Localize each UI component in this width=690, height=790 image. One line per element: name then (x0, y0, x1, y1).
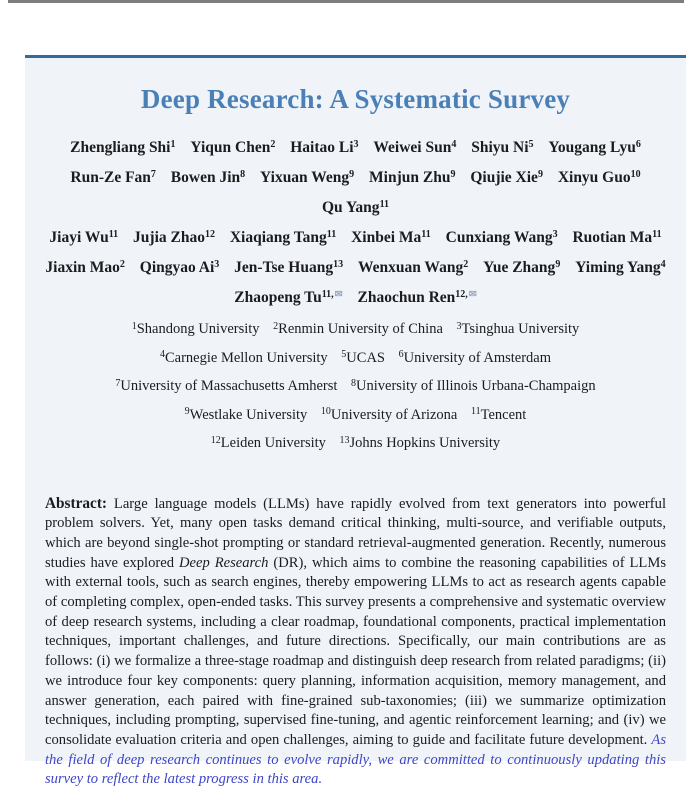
author-affil-sup: 3 (214, 259, 219, 270)
affiliation (457, 321, 580, 337)
author (558, 169, 641, 186)
author-affil-sup: 9 (349, 169, 354, 180)
author-affil-sup: 1 (171, 139, 176, 150)
affiliation (321, 407, 457, 423)
author-affil-sup: 9 (450, 169, 455, 180)
author (446, 229, 558, 246)
author-affil-sup: 10 (631, 169, 641, 180)
author-affil-sup: 7 (151, 169, 156, 180)
author-name: Run-Ze Fan (70, 169, 151, 186)
affiliation-sup: 8 (351, 378, 356, 389)
author-affil-sup: 11 (327, 229, 336, 240)
abstract-text-part2: (DR), which aims to combine the reasoning capabilities of LLMs with external tools, such as search engines, thereby empowering LLMs to act as research agents capable of completing complex, open-ended tasks. This survey presents a comprehensive and systematic overview of deep research systems, including a clear roadmap, foundational components, practical implementation techniques, important challenges, and future directions. Specifically, our main contributions are as follows: (i) we formalize a three-stage roadmap and distinguish deep research from related paradigms; (ii) we introduce four key components: query planning, information acquisition, memory management, and answer generation, each paired with fine-grained sub-taxonomies; (iii) we summarize optimization techniques, including prompting, supervised fine-tuning, and agentic reinforcement learning; and (iv) we consolidate evaluation criteria and open challenges, aiming to guide and facilitate future development. (45, 555, 666, 748)
author-affil-sup: 2 (270, 139, 275, 150)
author-name: Qingyao Ai (140, 259, 215, 276)
author (322, 199, 389, 216)
author (470, 169, 543, 186)
affiliation (185, 407, 308, 423)
author (45, 259, 125, 276)
author-name: Jen-Tse Huang (234, 259, 333, 276)
affiliation-name: Tsinghua University (462, 321, 580, 337)
author-affil-sup: 2 (120, 259, 125, 270)
author-affil-sup: 6 (636, 139, 641, 150)
affiliation (341, 350, 385, 366)
affiliation (160, 350, 328, 366)
abstract-text-part1: Large language models (LLMs) have rapidly evolved from text generators into powerful problem solvers. Yet, many open tasks demand critical thinking, multi-source, and verifiable outputs, which are beyond single-shot prompting or standard retrieval-augmented generation. Recently, numerous studies have explored (45, 496, 666, 571)
author-line-2 (25, 163, 686, 223)
author-name: Zhaochun Ren (358, 289, 456, 306)
author-affil-sup: 11 (652, 229, 661, 240)
author (483, 259, 560, 276)
author (70, 169, 156, 186)
author-name: Xiaqiang Tang (230, 229, 327, 246)
author-affil-sup: 3 (553, 229, 558, 240)
author (548, 139, 640, 156)
affiliation-sup: 10 (321, 406, 331, 417)
author-name: Jujia Zhao (133, 229, 205, 246)
author-name: Yougang Lyu (548, 139, 635, 156)
paper-title: Deep Research: A Systematic Survey (25, 84, 686, 115)
author (49, 229, 118, 246)
affiliation-name: University of Massachusetts Amherst (120, 378, 337, 394)
affiliation (471, 407, 526, 423)
author-affil-sup: 12 (205, 229, 215, 240)
affiliation-sup: 9 (185, 406, 190, 417)
author-line-4 (25, 253, 686, 283)
author-affil-sup: 5 (529, 139, 534, 150)
affiliation-block (25, 315, 686, 458)
affiliation (340, 435, 501, 451)
author-name: Yiqun Chen (190, 139, 270, 156)
author-affil-sup: 11 (109, 229, 118, 240)
affiliation (351, 378, 596, 394)
author-name: Qiujie Xie (470, 169, 538, 186)
author-affil-sup: 9 (555, 259, 560, 270)
affiliation-line-2 (25, 344, 686, 373)
affiliation (115, 378, 337, 394)
author (572, 229, 661, 246)
author (471, 139, 533, 156)
affiliation-name: Johns Hopkins University (350, 435, 501, 451)
affiliation-sup: 13 (340, 435, 350, 446)
affiliation-sup: 3 (457, 321, 462, 332)
deep-research-term: Deep Research (179, 555, 269, 571)
author-name: Wenxuan Wang (358, 259, 463, 276)
author-line-5 (25, 283, 686, 313)
affiliation-name: Westlake University (190, 407, 308, 423)
affiliation-name: University of Arizona (331, 407, 457, 423)
author (351, 229, 431, 246)
author (260, 169, 354, 186)
author (373, 139, 456, 156)
author-affil-sup: 12,✉ (455, 289, 476, 300)
author (230, 229, 336, 246)
affiliation-sup: 12 (211, 435, 221, 446)
affiliation-name: University of Illinois Urbana-Champaign (356, 378, 596, 394)
author-affil-sup: 11 (380, 199, 389, 210)
affiliation-name: University of Amsterdam (404, 350, 551, 366)
update-note: As the field of deep research continues to evolve rapidly, we are committed to continuously updating this survey to reflect the latest progress in this area. (45, 732, 666, 787)
author-affil-sup: 3 (354, 139, 359, 150)
affiliation-name: Tencent (481, 407, 527, 423)
window-top-border (8, 0, 684, 3)
author (171, 169, 245, 186)
paper-container (25, 55, 686, 761)
author-affil-sup: 13 (333, 259, 343, 270)
affiliation-line-3 (25, 372, 686, 401)
affiliation-line-1 (25, 315, 686, 344)
abstract (25, 494, 686, 790)
affiliation (273, 321, 443, 337)
author-name: Zhengliang Shi (70, 139, 170, 156)
author-name: Ruotian Ma (572, 229, 652, 246)
author-name: Yue Zhang (483, 259, 555, 276)
author-block (25, 133, 686, 313)
affiliation-sup: 11 (471, 406, 481, 417)
author-affil-sup: 4 (661, 259, 666, 270)
affiliation (132, 321, 260, 337)
affiliation-sup: 5 (341, 349, 346, 360)
author-name: Yixuan Weng (260, 169, 349, 186)
author-corresponding (358, 289, 477, 306)
affiliation-sup: 7 (115, 378, 120, 389)
author-name: Minjun Zhu (369, 169, 450, 186)
affiliation-sup: 6 (399, 349, 404, 360)
author-name: Zhaopeng Tu (234, 289, 321, 306)
author-line-1 (25, 133, 686, 163)
author-name: Jiayi Wu (49, 229, 108, 246)
affiliation-sup: 1 (132, 321, 137, 332)
author-name: Jiaxin Mao (45, 259, 120, 276)
author-affil-sup: 11 (421, 229, 430, 240)
author-affil-sup: 2 (463, 259, 468, 270)
author-affil-sup: 9 (538, 169, 543, 180)
author-line-3 (25, 223, 686, 253)
author-name: Qu Yang (322, 199, 380, 216)
affiliation-name: Renmin University of China (278, 321, 443, 337)
author-name: Yiming Yang (575, 259, 660, 276)
affiliation (211, 435, 326, 451)
author (70, 139, 175, 156)
affiliation-name: Leiden University (221, 435, 326, 451)
author-name: Haitao Li (290, 139, 353, 156)
author-corresponding (234, 289, 342, 306)
author (369, 169, 455, 186)
affiliation-line-4 (25, 401, 686, 430)
author-name: Xinbei Ma (351, 229, 421, 246)
affiliation-line-5 (25, 429, 686, 458)
affiliation-name: Shandong University (137, 321, 260, 337)
author-name: Bowen Jin (171, 169, 240, 186)
author-name: Shiyu Ni (471, 139, 528, 156)
author-affil-sup: 4 (451, 139, 456, 150)
affiliation-name: UCAS (346, 350, 385, 366)
affiliation-name: Carnegie Mellon University (165, 350, 328, 366)
affiliation-sup: 4 (160, 349, 165, 360)
email-icon: ✉ (469, 290, 477, 300)
author (133, 229, 215, 246)
author (358, 259, 468, 276)
title-rule (25, 55, 686, 58)
affiliation-sup: 2 (273, 321, 278, 332)
author-affil-sup: 8 (240, 169, 245, 180)
email-icon: ✉ (335, 290, 343, 300)
author-name: Weiwei Sun (373, 139, 451, 156)
author-name: Xinyu Guo (558, 169, 631, 186)
affiliation (399, 350, 551, 366)
author (290, 139, 358, 156)
author (190, 139, 275, 156)
author (140, 259, 220, 276)
author (234, 259, 343, 276)
author-affil-sup: 11,✉ (322, 289, 343, 300)
author (575, 259, 665, 276)
author-name: Cunxiang Wang (446, 229, 553, 246)
abstract-label: Abstract: (45, 495, 107, 512)
